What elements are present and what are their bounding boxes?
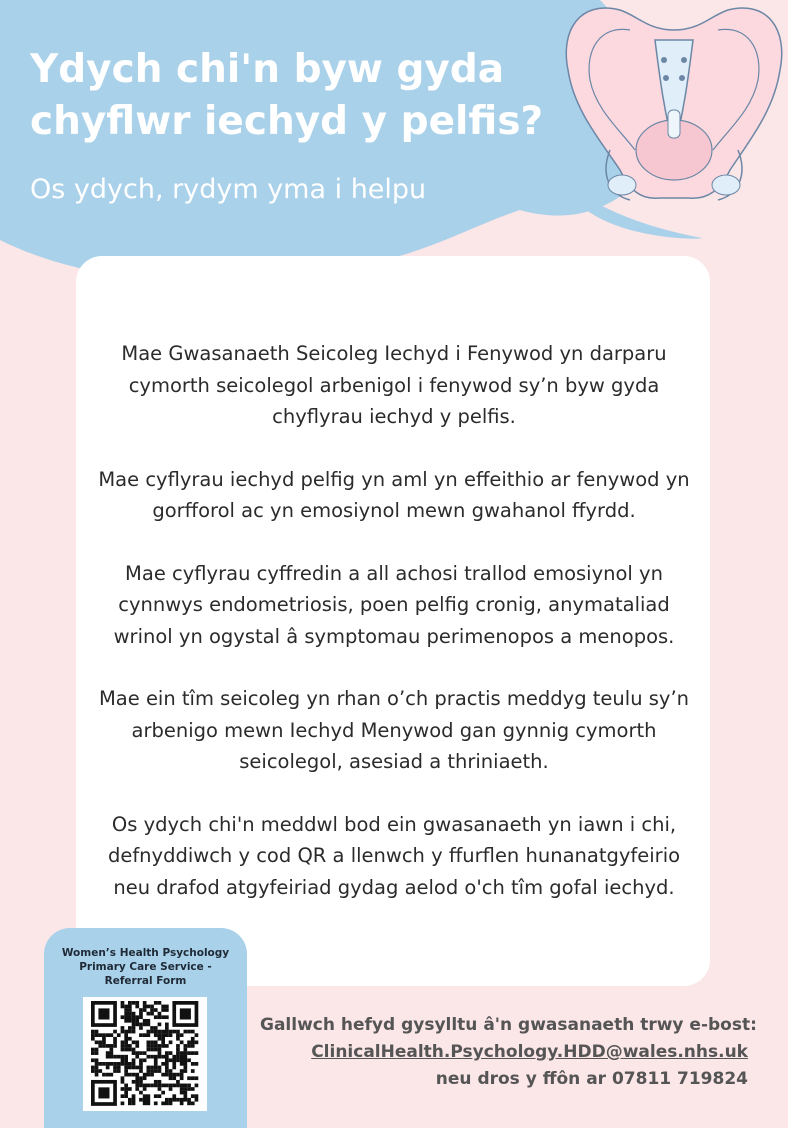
paragraph-4: Mae ein tîm seicoleg yn rhan o’ch practis meddyg teulu sy’n arbenigo mewn Iechyd Menywod gan gynnig cymorth seicolegol, asesiad a thriniaeth. bbox=[98, 687, 690, 773]
email-link[interactable]: ClinicalHealth.Psychology.HDD@wales.nhs.uk bbox=[311, 1042, 748, 1062]
qr-code[interactable] bbox=[83, 997, 207, 1111]
qr-code-graphic bbox=[83, 997, 207, 1111]
referral-title bbox=[44, 946, 247, 988]
title-line-1: Ydych chi'n byw gyda bbox=[30, 47, 505, 92]
phone-text: neu dros y ffôn ar 07811 719824 bbox=[435, 1069, 748, 1089]
paragraph-3: Mae cyflyrau cyffredin a all achosi trallod emosiynol yn cynnwys endometriosis, poen pelfig cronig, anymataliad wrinol yn ogystal â symptomau perimenopos a menopos. bbox=[113, 561, 675, 648]
paragraph-1: Mae Gwasanaeth Seicoleg Iechyd i Fenywod yn darparu cymorth seicolegol arbenigol i fenywod sy’n byw gyda chyflyrau iechyd y pelfis. bbox=[121, 342, 667, 428]
contact-info bbox=[260, 1012, 757, 1093]
paragraph-2: Mae cyflyrau iechyd pelfig yn aml yn effeithio ar fenywod yn gorfforol ac yn emosiynol mewn gwahanol ffyrdd. bbox=[98, 467, 690, 522]
page-subtitle: Os ydych, rydym yma i helpu bbox=[30, 174, 427, 205]
pelvis-illustration bbox=[560, 0, 788, 210]
page-title bbox=[30, 44, 550, 148]
contact-intro: Gallwch hefyd gysylltu â'n gwasanaeth trwy e-bost: bbox=[260, 1015, 757, 1035]
referral-title-line-3: Referral Form bbox=[104, 975, 187, 987]
referral-title-line-2: Primary Care Service - bbox=[79, 961, 212, 973]
title-line-2: chyflwr iechyd y pelfis? bbox=[30, 99, 544, 144]
referral-title-line-1: Women’s Health Psychology bbox=[61, 947, 230, 959]
body-text bbox=[94, 338, 694, 934]
paragraph-5: Os ydych chi'n meddwl bod ein gwasanaeth yn iawn i chi, defnyddiwch y cod QR a llenwch y ffurflen hunanatgyfeirio neu drafod atgyfeiriad gydag aelod o'ch tîm gofal iechyd. bbox=[107, 812, 681, 899]
